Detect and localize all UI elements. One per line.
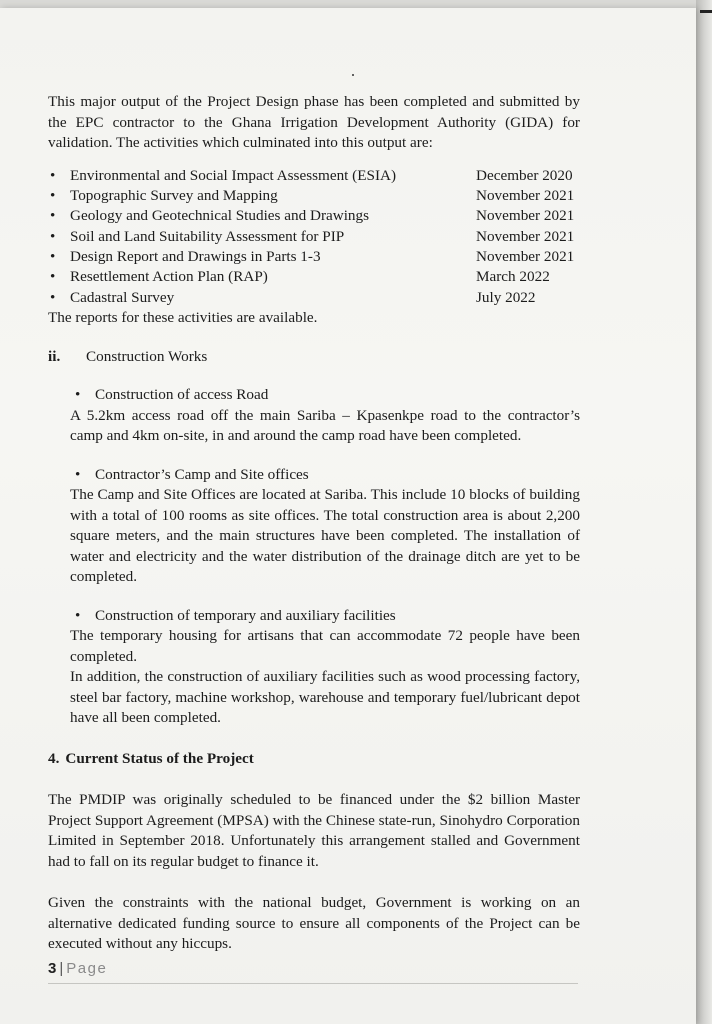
status-paragraph: The PMDIP was originally scheduled to be financed under the $2 billion Master Project Support Agreement (MPSA) with the Chinese state-run, Sinohydro Corporation Limited in September 2018. Unfortunately this arrangement stalled and Government had to fall on its regular budget to finance it. xyxy=(48,791,580,870)
subsection-heading xyxy=(70,465,580,486)
activities-note: The reports for these activities are available. xyxy=(48,309,318,327)
status-paragraph: Given the constraints with the national budget, Government is working on an alternative dedicated funding source to ensure all components of the Project can be executed without any hiccups. xyxy=(48,894,580,953)
activity-name: Topographic Survey and Mapping xyxy=(70,186,278,204)
subsection-heading-text: Construction of access Road xyxy=(95,386,269,404)
page-word: Page xyxy=(66,960,108,977)
subsection-paragraph: In addition, the construction of auxiliary facilities such as wood processing factory, steel bar factory, machine workshop, warehouse and temporary fuel/lubricant depot have all been completed. xyxy=(70,668,580,727)
activity-item xyxy=(48,267,580,287)
activity-name: Environmental and Social Impact Assessment (ESIA) xyxy=(70,166,397,184)
activity-item xyxy=(48,288,580,308)
bullet-icon: • xyxy=(75,465,81,483)
activity-item xyxy=(48,186,580,206)
paper-speck xyxy=(352,74,354,76)
activity-date: November 2021 xyxy=(476,227,575,245)
bullet-icon: • xyxy=(50,268,56,286)
page-edge-shadow xyxy=(696,0,712,1024)
activity-item xyxy=(48,206,580,226)
activity-date: November 2021 xyxy=(476,248,575,266)
section-number: ii. xyxy=(48,347,61,365)
bullet-icon: • xyxy=(75,606,81,624)
page-number: 3 xyxy=(48,960,57,977)
activity-name: Resettlement Action Plan (RAP) xyxy=(70,268,268,286)
section-4-heading xyxy=(48,749,580,770)
bullet-icon: • xyxy=(50,227,56,245)
bullet-icon: • xyxy=(50,288,56,306)
activity-name: Design Report and Drawings in Parts 1-3 xyxy=(70,248,321,266)
subsection-paragraph: The temporary housing for artisans that can accommodate 72 people have been completed. xyxy=(70,627,580,665)
page-footer xyxy=(48,960,578,984)
activity-item xyxy=(48,227,580,247)
activities-list xyxy=(48,166,580,309)
activity-item xyxy=(48,247,580,267)
activity-date: December 2020 xyxy=(476,166,573,184)
bullet-icon: • xyxy=(50,248,56,266)
subsection-heading-text: Construction of temporary and auxiliary facilities xyxy=(95,606,396,624)
activity-date: March 2022 xyxy=(476,268,550,286)
bullet-icon: • xyxy=(50,207,56,225)
activity-date: July 2022 xyxy=(476,288,536,306)
section-title: Construction Works xyxy=(86,347,208,365)
intro-paragraph: This major output of the Project Design phase has been completed and submitted by the EPC contractor to the Ghana Irrigation Development Authority (GIDA) for validation. The activities which culminated into this output are: xyxy=(48,93,580,151)
subsection-heading xyxy=(70,385,580,406)
footer-separator: | xyxy=(59,960,64,977)
section-ii-heading xyxy=(48,347,580,368)
subsection-heading-text: Contractor’s Camp and Site offices xyxy=(95,465,309,483)
activity-item xyxy=(48,166,580,186)
page-content xyxy=(48,92,580,955)
bullet-icon: • xyxy=(75,386,81,404)
subsection-access-road xyxy=(70,385,580,447)
activity-name: Geology and Geotechnical Studies and Drawings xyxy=(70,207,370,225)
section-title: Current Status of the Project xyxy=(65,749,254,767)
subsection-heading xyxy=(70,606,580,627)
activity-date: November 2021 xyxy=(476,186,575,204)
subsection-temporary-facilities xyxy=(70,606,580,729)
edge-mark xyxy=(700,10,712,13)
bullet-icon: • xyxy=(50,186,56,204)
document-page xyxy=(0,8,696,1024)
section-number: 4. xyxy=(48,749,60,767)
activity-date: November 2021 xyxy=(476,207,575,225)
subsection-camp-offices xyxy=(70,465,580,588)
subsection-paragraph: A 5.2km access road off the main Sariba – Kpasenkpe road to the contractor’s camp and 4km on-site, in and around the camp road have been completed. xyxy=(70,406,580,445)
bullet-icon: • xyxy=(50,166,56,184)
activity-name: Cadastral Survey xyxy=(70,288,175,306)
subsection-paragraph: The Camp and Site Offices are located at Sariba. This include 10 blocks of building with a total of 100 rooms as site offices. The total construction area is about 2,200 square meters, and the main structures have been completed. The installation of water and electricity and the water distribution of the drainage ditch are yet to be completed. xyxy=(70,486,580,586)
activity-name: Soil and Land Suitability Assessment for PIP xyxy=(70,227,345,245)
